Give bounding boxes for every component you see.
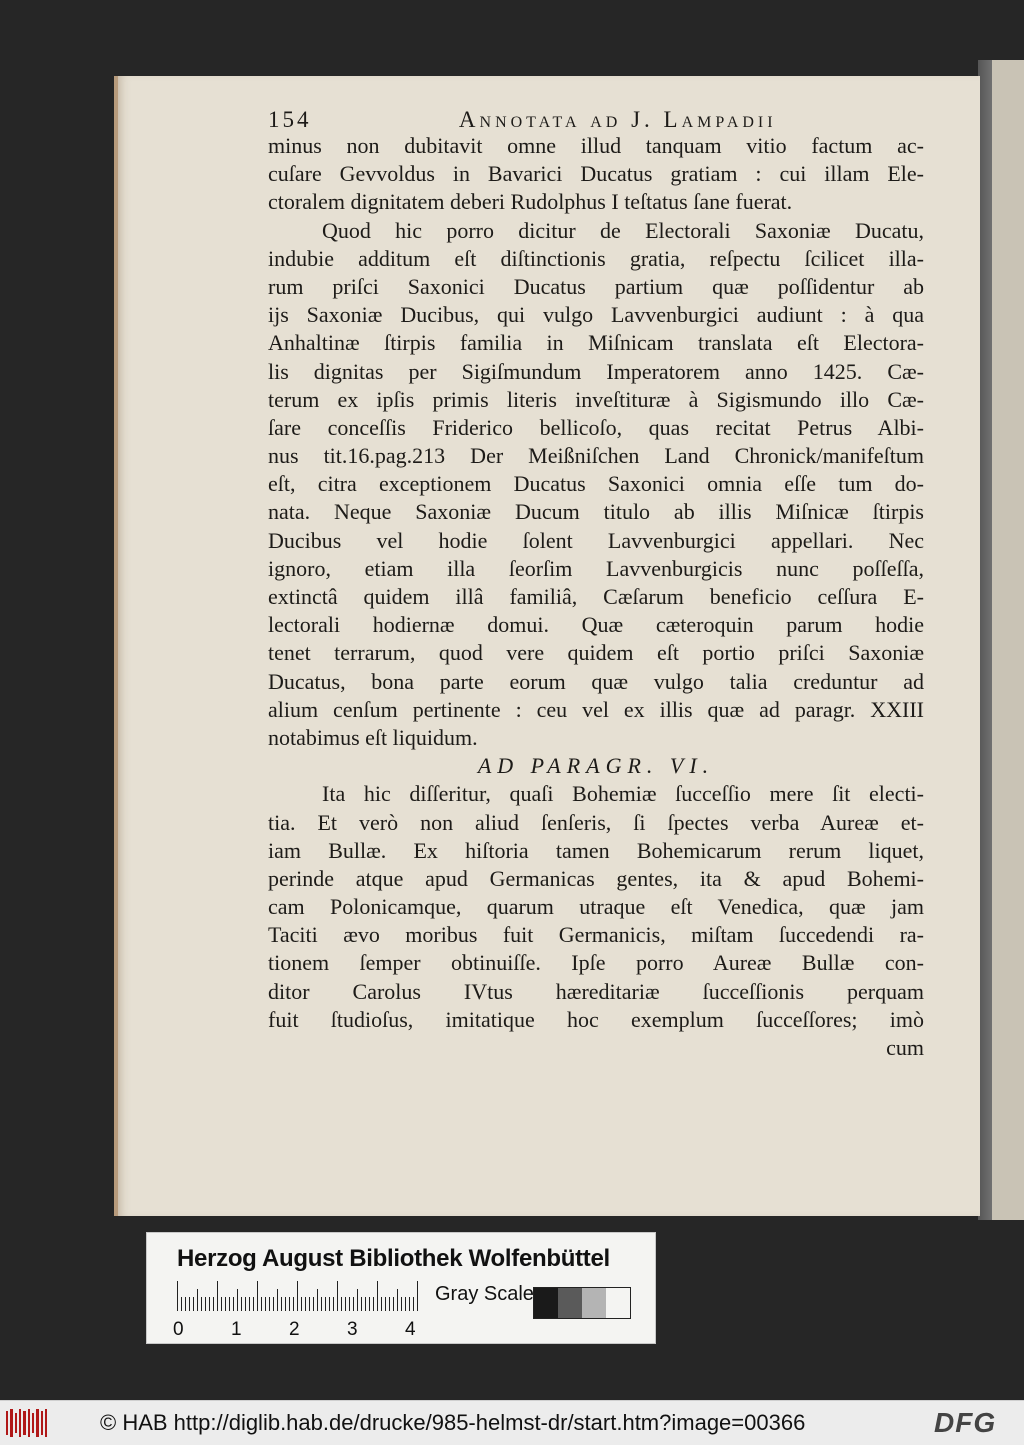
text-line: fuit ſtudioſus, imitatique hoc exemplum ſucceſſores; imò <box>268 1006 924 1032</box>
text-line: Ducibus vel hodie ſolent Lavvenburgici appellari. Nec <box>268 527 924 553</box>
ruler-tick <box>321 1297 322 1311</box>
ruler-tick <box>361 1297 362 1311</box>
ruler-tick <box>317 1289 318 1311</box>
ruler-tick <box>337 1281 338 1311</box>
calibration-card <box>146 1232 656 1344</box>
text-line: nus tit.16.pag.213 Der Meißniſchen Land Chronick/manifeſtum <box>268 443 924 469</box>
ruler-tick <box>305 1297 306 1311</box>
ruler-tick <box>253 1297 254 1311</box>
ruler-tick <box>301 1297 302 1311</box>
text-line: indubie additum eſt diſtinctionis gratia, reſpectu ſcilicet illa- <box>268 245 924 271</box>
ruler-tick <box>249 1297 250 1311</box>
text-line: ditor Carolus IVtus hæreditariæ ſucceſſionis perquam <box>268 978 924 1004</box>
text-line: ctoralem dignitatem deberi Rudolphus I teſtatus ſane fuerat. <box>268 189 793 215</box>
ruler-tick <box>365 1297 366 1311</box>
ruler-tick <box>417 1281 418 1311</box>
ruler-tick <box>285 1297 286 1311</box>
ruler-tick <box>277 1289 278 1311</box>
ruler-tick <box>273 1297 274 1311</box>
ruler-tick <box>221 1297 222 1311</box>
ruler-tick <box>341 1297 342 1311</box>
viewer-footer <box>0 1400 1024 1445</box>
ruler-number: 2 <box>289 1319 300 1340</box>
text-line: cuſare Gevvoldus in Bavarici Ducatus gratiam : cui illam Ele- <box>268 161 924 187</box>
ruler-tick <box>217 1281 218 1311</box>
ruler-number: 3 <box>347 1319 358 1340</box>
gray-scale-swatches <box>533 1287 631 1319</box>
page-number: 154 <box>268 107 312 132</box>
ruler-tick <box>329 1297 330 1311</box>
text-line: extinctâ quidem illâ familiâ, Cæſarum beneficio ceſſura E- <box>268 584 924 609</box>
gray-scale-label: Gray Scale <box>435 1283 534 1305</box>
running-title: Annotata ad J. Lampadii <box>458 107 777 132</box>
ruler-tick <box>269 1297 270 1311</box>
ruler-tick <box>201 1297 202 1311</box>
text-line: cam Polonicamque, quarum utraque eſt Venedica, quæ jam <box>268 894 924 920</box>
running-head <box>268 106 924 132</box>
gray-swatch <box>558 1288 582 1318</box>
ruler-tick <box>381 1297 382 1311</box>
ruler-tick <box>181 1297 182 1311</box>
ruler-tick <box>225 1297 226 1311</box>
ruler-tick <box>293 1297 294 1311</box>
text-line: tionem ſemper obtinuiſſe. Ipſe porro Aureæ Bullæ con- <box>268 950 924 976</box>
ruler-tick <box>353 1297 354 1311</box>
ruler-tick <box>325 1297 326 1311</box>
text-line: Anhaltinæ ſtirpis familia in Miſnicam translata eſt Electora- <box>268 330 924 356</box>
text-line: Quod hic porro dicitur de Electorali Saxoniæ Ducatu, <box>322 217 924 243</box>
text-line: perinde atque apud Germanicas gentes, ita & apud Bohemi- <box>268 865 924 891</box>
text-line: notabimus eſt liquidum. <box>268 724 478 750</box>
gray-swatch <box>606 1288 630 1318</box>
text-line: Ducatus, bona parte eorum quæ vulgo talia creduntur ad <box>268 668 924 694</box>
ruler-tick <box>289 1297 290 1311</box>
ruler-tick <box>177 1281 178 1311</box>
ruler-tick <box>397 1289 398 1311</box>
text-line: Taciti ævo moribus fuit Germanicis, miſtam ſuccedendi ra- <box>268 922 924 948</box>
ruler-tick <box>297 1281 298 1311</box>
text-line: cum <box>886 1035 924 1060</box>
ruler-tick <box>229 1297 230 1311</box>
ruler-tick <box>193 1297 194 1311</box>
ruler-tick <box>213 1297 214 1311</box>
ruler-tick <box>237 1289 238 1311</box>
text-line: ignoro, etiam illa ſeorſim Lavvenburgicis nunc poſſeſſa, <box>268 555 924 581</box>
text-line: iam Bullæ. Ex hiſtoria tamen Bohemicarum rerum liquet, <box>268 837 924 863</box>
ruler-tick <box>413 1297 414 1311</box>
text-line: nata. Neque Saxoniæ Ducum titulo ab illis Miſnicæ ſtirpis <box>268 499 924 525</box>
dfg-logo: DFG <box>934 1407 997 1438</box>
text-line: lectorali hodiernæ domui. Quæ cæteroquin parum hodie <box>268 612 924 638</box>
book-page <box>114 76 980 1216</box>
ruler-tick <box>409 1297 410 1311</box>
ruler-tick <box>209 1297 210 1311</box>
ruler-number: 0 <box>173 1319 184 1340</box>
ruler-tick <box>333 1297 334 1311</box>
ruler-tick <box>257 1281 258 1311</box>
text-line: eſt, citra exceptionem Ducatus Saxonici omnia eſſe tum do- <box>268 471 924 497</box>
gray-swatch <box>534 1288 558 1318</box>
ruler-tick <box>309 1297 310 1311</box>
library-name: Herzog August Bibliothek Wolfenbüttel <box>177 1245 610 1272</box>
ruler-tick <box>245 1297 246 1311</box>
measurement-ruler <box>177 1287 421 1319</box>
ruler-tick <box>357 1289 358 1311</box>
ruler-tick <box>377 1281 378 1311</box>
ruler-tick <box>281 1297 282 1311</box>
text-line: tenet terrarum, quod vere quidem eſt portio priſci Saxoniæ <box>268 640 924 666</box>
ruler-tick <box>405 1297 406 1311</box>
text-line: Ita hic diſſeritur, quaſi Bohemiæ ſucceſſio mere ſit electi- <box>322 781 924 807</box>
hab-barcode-logo-icon <box>6 1409 48 1437</box>
ruler-tick <box>369 1297 370 1311</box>
ruler-tick <box>385 1297 386 1311</box>
ruler-tick <box>345 1297 346 1311</box>
text-line: lis dignitas per Sigiſmundum Imperatorem anno 1425. Cæ- <box>268 358 924 384</box>
ruler-tick <box>205 1297 206 1311</box>
text-line: minus non dubitavit omne illud tanquam vitio factum ac- <box>268 133 924 158</box>
ruler-tick <box>393 1297 394 1311</box>
ruler-tick <box>189 1297 190 1311</box>
text-lines <box>268 132 924 1062</box>
ruler-tick <box>401 1297 402 1311</box>
page-text-block <box>268 106 924 1062</box>
footer-credit-link[interactable]: © HAB http://diglib.hab.de/drucke/985-helmst-dr/start.htm?image=00366 <box>100 1410 806 1435</box>
ruler-tick <box>389 1297 390 1311</box>
ruler-tick <box>233 1297 234 1311</box>
ruler-tick <box>197 1289 198 1311</box>
ruler-tick <box>265 1297 266 1311</box>
text-line: rum priſci Saxonici Ducatus partium quæ poſſidentur ab <box>268 273 924 299</box>
ruler-tick <box>185 1297 186 1311</box>
ruler-number: 1 <box>231 1319 242 1340</box>
adjacent-page-sliver <box>992 60 1024 1220</box>
ruler-tick <box>373 1297 374 1311</box>
section-heading: AD PARAGR. VI. <box>477 753 715 779</box>
text-line: tia. Et verò non aliud ſenſeris, ſi ſpectes verba Aureæ et- <box>268 809 924 835</box>
ruler-tick <box>241 1297 242 1311</box>
ruler-tick <box>313 1297 314 1311</box>
text-line: ijs Saxoniæ Ducibus, qui vulgo Lavvenburgici audiunt : à qua <box>268 302 924 328</box>
ruler-number: 4 <box>405 1319 416 1340</box>
gray-swatch <box>582 1288 606 1318</box>
text-line: alium cenſum pertinente : ceu vel ex illis quæ ad paragr. XXIII <box>268 696 924 722</box>
text-line: ſare conceſſis Friderico bellicoſo, quas recitat Petrus Albi- <box>268 414 924 440</box>
ruler-tick <box>261 1297 262 1311</box>
text-line: terum ex ipſis primis literis inveſtituræ à Sigismundo illo Cæ- <box>268 386 924 412</box>
ruler-tick <box>349 1297 350 1311</box>
